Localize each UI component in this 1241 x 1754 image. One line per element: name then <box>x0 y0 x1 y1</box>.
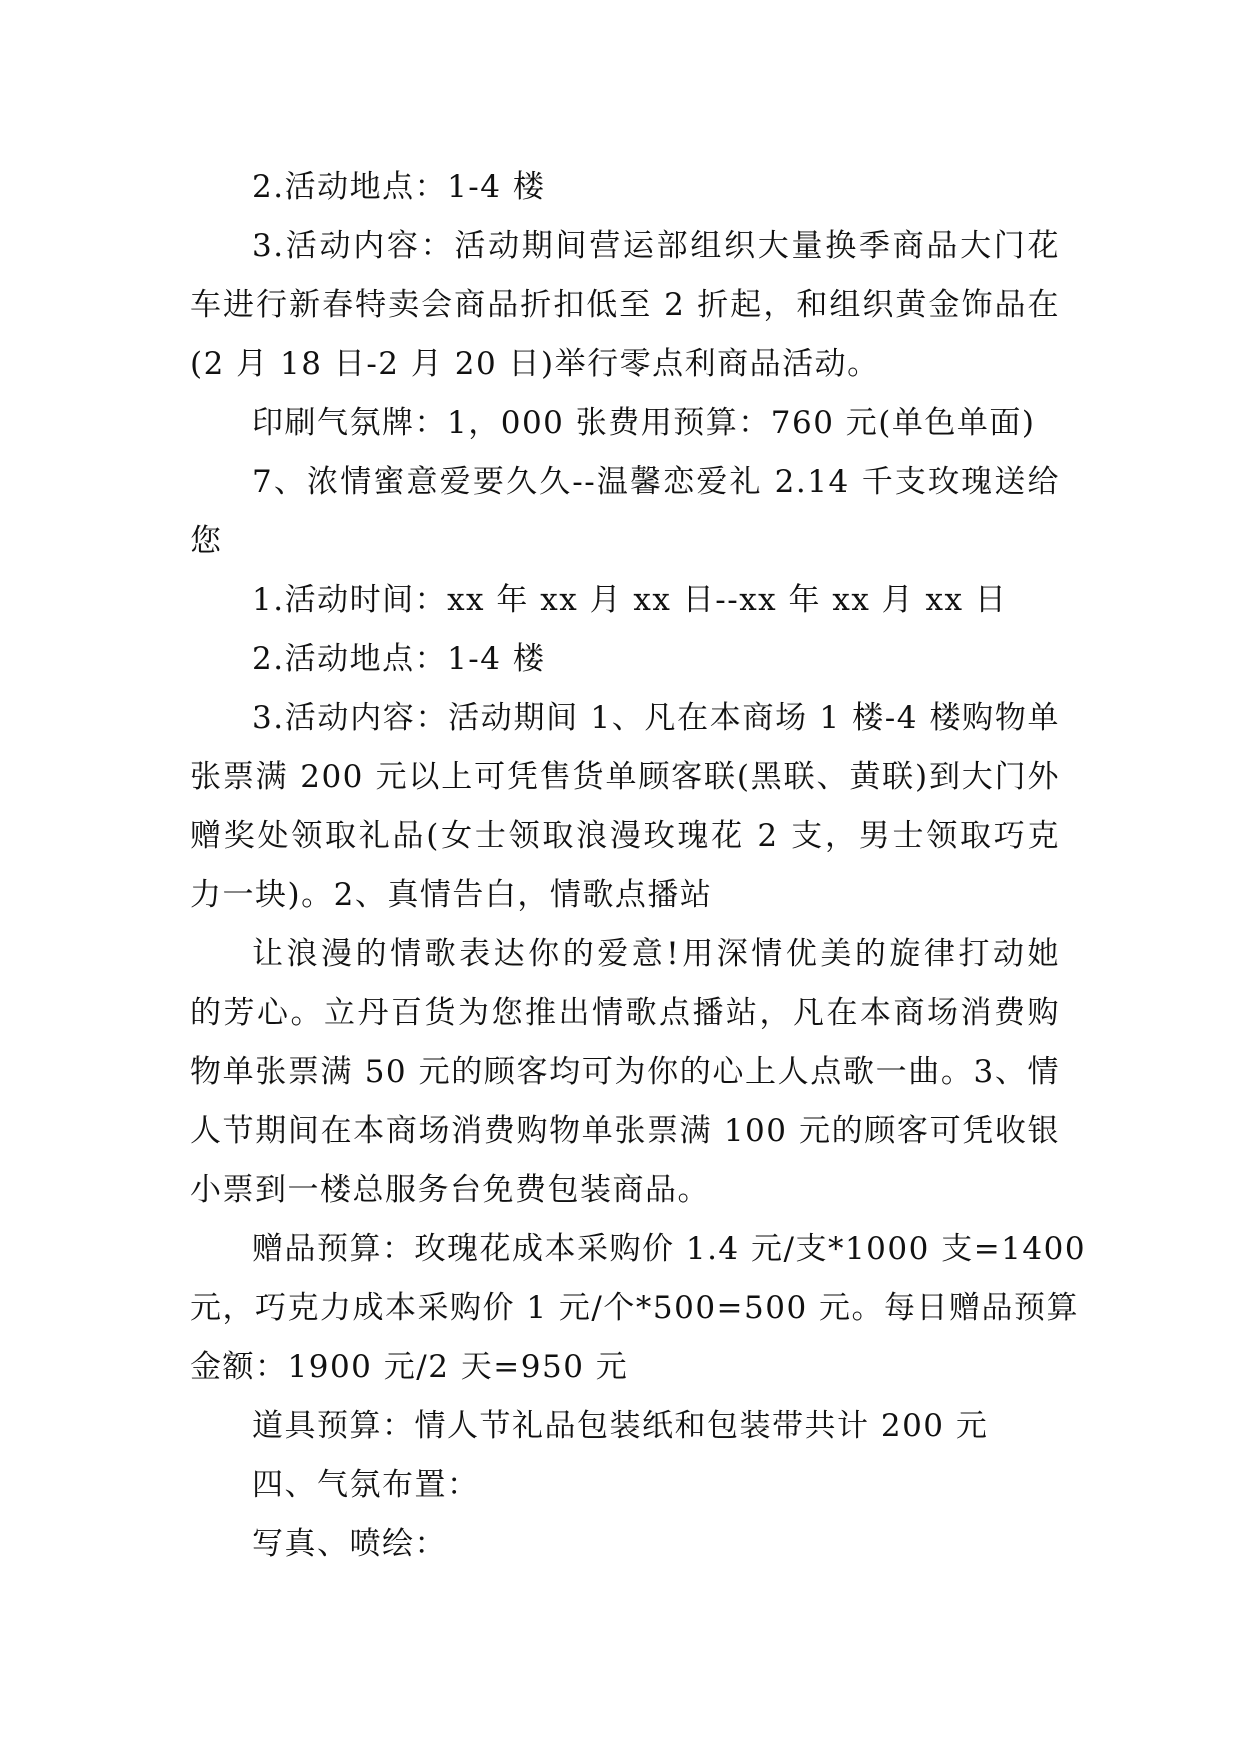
paragraph <box>190 571 1060 630</box>
text-line: 写真、喷绘： <box>252 1526 447 1562</box>
paragraph <box>190 630 1060 689</box>
text-line: 3.活动内容：活动期间 1、凡在本商场 1 楼-4 楼购物单 <box>252 700 1060 736</box>
paragraph <box>190 1397 1060 1456</box>
paragraph <box>190 394 1060 453</box>
paragraph <box>190 1220 1087 1397</box>
text-line: 金额：1900 元/2 天=950 元 <box>190 1349 629 1385</box>
text-line: 赠品预算：玫瑰花成本采购价 1.4 元/支*1000 支=1400 <box>252 1231 1087 1267</box>
text-line: 四、气氛布置： <box>252 1467 480 1503</box>
paragraph <box>190 689 1060 925</box>
text-line: 张票满 200 元以上可凭售货单顾客联(黑联、黄联)到大门外 <box>190 759 1060 795</box>
section-heading <box>190 1456 1060 1515</box>
text-line: 小票到一楼总服务台免费包装商品。 <box>190 1172 710 1208</box>
paragraph <box>190 453 1060 571</box>
text-line: 人节期间在本商场消费购物单张票满 100 元的顾客可凭收银 <box>190 1113 1060 1149</box>
text-line: 您 <box>190 523 223 559</box>
text-line: 1.活动时间：xx 年 xx 月 xx 日--xx 年 xx 月 xx 日 <box>252 582 1008 618</box>
paragraph <box>190 1515 1060 1574</box>
text-line: 2.活动地点：1-4 楼 <box>252 169 546 205</box>
text-line: 物单张票满 50 元的顾客均可为你的心上人点歌一曲。3、情 <box>190 1054 1060 1090</box>
text-line: 3.活动内容：活动期间营运部组织大量换季商品大门花 <box>252 228 1060 264</box>
text-line: 让浪漫的情歌表达你的爱意!用深情优美的旋律打动她 <box>252 936 1060 972</box>
text-line: 车进行新春特卖会商品折扣低至 2 折起，和组织黄金饰品在 <box>190 287 1060 323</box>
paragraph <box>190 217 1060 394</box>
text-line: 元，巧克力成本采购价 1 元/个*500=500 元。每日赠品预算 <box>190 1290 1080 1326</box>
text-line: 印刷气氛牌：1，000 张费用预算：760 元(单色单面) <box>252 405 1036 441</box>
text-line: 的芳心。立丹百货为您推出情歌点播站，凡在本商场消费购 <box>190 995 1060 1031</box>
paragraph <box>190 158 1060 217</box>
text-line: 道具预算：情人节礼品包装纸和包装带共计 200 元 <box>252 1408 989 1444</box>
text-line: 7、浓情蜜意爱要久久--温馨恋爱礼 2.14 千支玫瑰送给 <box>252 464 1060 500</box>
text-line: 2.活动地点：1-4 楼 <box>252 641 546 677</box>
paragraph <box>190 925 1060 1220</box>
text-line: 赠奖处领取礼品(女士领取浪漫玫瑰花 2 支，男士领取巧克 <box>190 818 1060 854</box>
text-line: (2 月 18 日-2 月 20 日)举行零点利商品活动。 <box>190 346 880 382</box>
text-line: 力一块)。2、真情告白，情歌点播站 <box>190 877 713 913</box>
